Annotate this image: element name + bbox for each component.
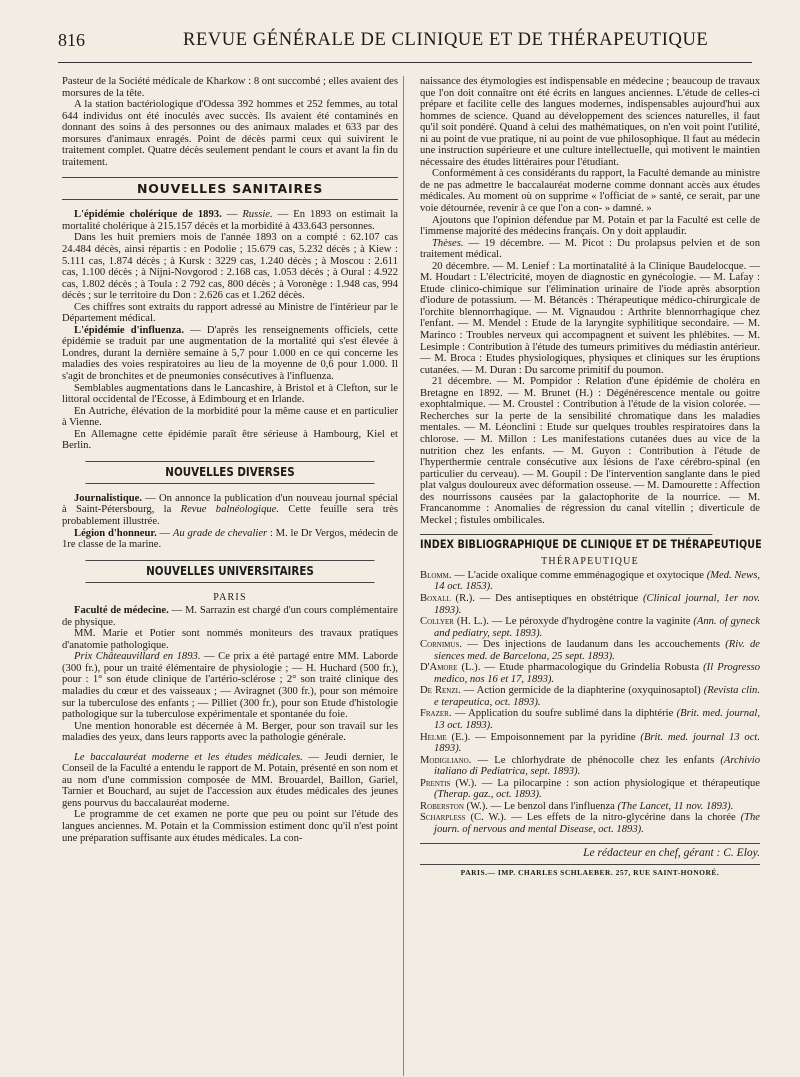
paragraph-cholera: L'épidémie cholérique de 1893. — Russie. — En 1893 on estimait la mortalité cholérique à 215.157 décès et la morbidité à 433.643 personnes. xyxy=(62,209,398,232)
theses-text: — 19 décembre. — M. Picot : Du prolapsus pelvien et de son traitement médical. xyxy=(420,237,760,261)
index-entry-title: — Empoisonnement par la pyridine xyxy=(475,731,636,743)
index-entry xyxy=(420,570,760,593)
signature-rule xyxy=(420,864,760,865)
index-entry-author: D'Amore (L.). xyxy=(420,662,481,674)
section-title-nouvelles-diverses: NOUVELLES DIVERSES xyxy=(86,461,375,484)
journalistique-lead: Journalistique. xyxy=(74,492,142,504)
prix-title: Prix Châteauvillard en 1893. xyxy=(74,651,201,663)
therapeutique-subhead: THÉRAPEUTIQUE xyxy=(541,556,639,568)
index-entry xyxy=(420,593,760,616)
paragraph-prix: Prix Châteauvillard en 1893. — Ce prix a été partagé entre MM. Laborde (300 fr.), pour un traité élémentaire de physiologie ; — H. Huchard (500 fr.), pour : 1° son étude clinique de l'artério-sclérose ; 2° son traité clinique des maladies du cœur et des vaisseaux ; — Aviragnet (300 fr.), pour son mémoire sur la tuberculose des enfants ; — Pilliet (300 fr.), pour son Etude d'histologie pathologique sur la tuberculose expérimentale et spontanée du foie. xyxy=(62,651,398,721)
index-entry-author: De Renzi. xyxy=(420,685,461,697)
faculte-text: M. Sarrazin est chargé d'un cours complémentaire de physique. xyxy=(62,605,398,628)
cholera-place: Russie. xyxy=(242,209,273,221)
index-entry-author: Frazer. xyxy=(420,708,452,720)
influenza-text: D'après les renseignements officiels, cette épidémie se traduit par une augmentation de la mortalité qui s'est élevée à Londres, durant la dernière semaine à 5,7 pour 1.000 en ce qui concerne les maladies des voies respiratoires au lieu de la moyenne de 0,6 pour 1.000. Il s'agit de bronchites et de pneumonies consécutives à l'influenza. xyxy=(62,324,399,383)
index-entry-source: (Revista clin. e terapeutica, oct. 1893). xyxy=(434,685,760,708)
index-entry-author: Modigliano. xyxy=(420,754,472,766)
index-entry-title: — Le chlorhydrate de phénocolle chez les enfants xyxy=(477,754,715,766)
index-entry-source: (The journ. of nervous and mental Disease, oct. 1893). xyxy=(434,812,760,835)
index-entry-author: Blomm. xyxy=(420,569,452,581)
paragraph-faculte: Faculté de médecine. — M. Sarrazin est chargé d'un cours complémentaire de physique. xyxy=(62,605,398,628)
journalistique-text-a: On annonce la publication d'un nouveau journal spécial à Saint-Pétersbourg, la xyxy=(62,492,398,516)
paragraph-conformement: Conformément à ces considérants du rapport, la Faculté demande au ministre de ne pas admettre le baccalauréat moderne comme donnant accès aux études médicales. Au moment où on supprime « l'officiat de » santé, ce serait, par une voie détournée, revenir à ce que l'on a con- » damné. » xyxy=(420,168,760,215)
right-column xyxy=(420,76,760,879)
index-entry-source: (Riv. de siences med. de Barcelona, 25 sept. 1893). xyxy=(434,639,761,662)
index-entry-title: — Les effets de la nitro-glycérine dans la chorée xyxy=(511,812,736,824)
paragraph-mention: Une mention honorable est décernée à M. Berger, pour son travail sur les maladies des yeux, dans leurs rapports avec la pathologie générale. xyxy=(62,720,398,744)
section-title-nouvelles-universitaires: NOUVELLES UNIVERSITAIRES xyxy=(86,560,375,583)
index-entry xyxy=(420,778,760,801)
paragraph-moniteurs: MM. Marie et Potier sont nommés moniteurs des travaux pratiques d'anatomie pathologique. xyxy=(62,628,398,651)
page-number: 816 xyxy=(58,30,85,50)
index-bibliographique-title: INDEX BIBLIOGRAPHIQUE DE CLINIQUE ET DE THÉRAPEUTIQUE xyxy=(420,534,712,554)
bacc-text: Jeudi dernier, le Conseil de la Faculté a entendu le rapport de M. Potain, présenté en son nom et au nom d'une commission composée de MM. Brouardel, Baillon, Gariel, Tarnier et Bouchard, au sujet de l'accession aux études médicales des jeunes gens pourvus du baccalauréat moderne. xyxy=(62,751,398,809)
influenza-lead: L'épidémie d'influenza. xyxy=(74,324,184,336)
paragraph-ajoutons: Ajoutons que l'opinion défendue par M. Potain et par la Faculté est celle de l'immense majorité des médecins français. On y doit applaudir. xyxy=(420,214,760,238)
signature: Le rédacteur en chef, gérant : C. Eloy. xyxy=(420,843,760,860)
index-entry xyxy=(420,708,760,731)
paragraph-lancashire: Semblables augmentations dans le Lancashire, à Bristol et à Clefton, sur le littoral occidental de l'Ecosse, à Edimbourg et en Irlande. xyxy=(62,382,398,406)
index-entry xyxy=(420,662,760,685)
column-divider xyxy=(403,76,404,1076)
legion-grade: Au grade de chevalier xyxy=(172,527,268,539)
paragraph-allemagne: En Allemagne cette épidémie paraît être sérieuse à Hambourg, Kiel et Berlin. xyxy=(62,428,398,452)
index-entry-title: — Etude pharmacologique du Grindelia Robusta xyxy=(484,662,700,674)
index-entry-source: (Med. News, 14 oct. 1853). xyxy=(434,569,760,593)
index-entry-source: (Brit. med. journal, 13 oct. 1893). xyxy=(434,708,760,731)
paragraph-programme: Le programme de cet examen ne porte que peu ou point sur l'étude des langues anciennes. M. Potain et la Commission estiment donc qu'il n'est point une préparation suffisante aux études médicales. La con- xyxy=(62,809,398,844)
index-entry-title: — L'acide oxalique comme emménagogique et oxytocique xyxy=(454,569,704,581)
index-entry xyxy=(420,732,760,755)
index-entry-title: — La pilocarpine : son action physiologique et thérapeutique xyxy=(481,777,760,789)
journalistique-text-b: Cette feuille sera très probablement illustrée. xyxy=(62,504,398,527)
theses-lead: Thèses. xyxy=(432,237,464,249)
index-entry-author: Cornimus. xyxy=(420,639,462,651)
index-entry xyxy=(420,801,760,813)
journalistique-revue: Revue balnéologique. xyxy=(180,504,280,516)
paragraph-journalistique: Journalistique. — On annonce la publication d'un nouveau journal spécial à Saint-Pétersbourg, la Revue balnéologique. Cette feuille sera très probablement illustrée. xyxy=(62,492,398,527)
page-header xyxy=(58,26,752,62)
paragraph-theses xyxy=(420,238,760,261)
cholera-lead: L'épidémie cholérique de 1893. xyxy=(74,209,222,221)
legion-lead: Légion d'honneur. xyxy=(74,527,157,539)
index-entry-source: (Therap. gaz., oct. 1893). xyxy=(434,789,542,801)
index-entry-title: — Des antiseptiques en obstétrique xyxy=(479,592,639,604)
index-entry-author: Helme (E.). xyxy=(420,731,471,743)
paragraph-rapport: Ces chiffres sont extraits du rapport adressé au Ministre de l'intérieur par le Département médical. xyxy=(62,301,398,325)
index-entry-source: (The Lancet, 11 nov. 1893). xyxy=(617,800,734,812)
index-entry-source: (Archivio italiano di Pediatrica, sept. 1893). xyxy=(434,754,760,778)
index-entry-title: — Action germicide de la diaphterine (oxyquinosaptol) xyxy=(463,685,701,697)
paragraph-legion: Légion d'honneur. — Au grade de chevalier : M. le Dr Vergos, médecin de 1re classe de la marine. xyxy=(62,527,399,551)
index-entry-source: (Clinical journal, 1er nov. 1893). xyxy=(434,592,761,616)
index-list xyxy=(420,570,760,836)
index-entry xyxy=(420,755,760,778)
paragraph-21-decembre: 21 décembre. — M. Pompidor : Relation d'une épidémie de choléra en Bretagne en 1892. — M. Brunet (H.) : Dégénérescence mentale ou goitre exophtalmique. — M. Croustel : Contribution à l'étude de la vision colorée. — Recherches sur la perte de la sensibilité chromatique dans les maladies mentales. — M. Léonclini : Etude sur quelques troubles respiratoires dans la chlorose. — M. Millon : Les manifestations cutanées dues au vice de la nutrition chez les enfants. — M. Guyon : Contribution à l'étude de l'hyperthermie centrale consécutive aux lésions de l'axe cérébro-spinal (en particulier du cerveau). — M. Goupil : De l'intervention sanglante dans le pied plat valgus douloureux avec déformation osseuse. — M. Damourette : Affection des nourrissons causées par la galactophorite de la nourrice. — M. Francanomme : Anomalies de régression du canal vitellin ; diverticule de Meckel ; fistules ombilicales. xyxy=(420,376,760,526)
running-title: REVUE GÉNÉRALE DE CLINIQUE ET DE THÉRAPEUTIQUE xyxy=(183,30,709,50)
paragraph-20-decembre: 20 décembre. — M. Lenief : La mortinatalité à la Clinique Baudelocque. — M. Houdart : L'électricité, moyen de diagnostic en gynécologie. — M. Lafay : Etude clinico-chimique sur l'élimination urinaire de l'iode après absorption d'iodure de potassium. — M. Bétancès : Thérapeutique médico-chirurgicale de l'orchite blennorrhagique. — M. Vignaudou : Arthrite blennorrhagique chez l'enfant. — M. Mendel : Etude de la laryngite syphilitique secondaire. — M. Marinco : Troubles nerveux qui accompagnent et suivent les phlébites. — M. Lesimple : Contribution à l'étude des tumeurs primitives du médiastin antérieur. — M. Broca : Etudes physiologiques, physiques et cliniques sur les éruptions cutanées. — M. Duran : Du sarcome primitif du poumon. xyxy=(420,260,760,376)
imprint: PARIS.— IMP. CHARLES SCHLAEBER. 257, RUE SAINT-HONORÉ. xyxy=(460,868,720,877)
left-column xyxy=(62,76,398,844)
paragraph-naissance: naissance des étymologies est indispensable en médecine ; beaucoup de travaux que l'on doit connaître ont été écrits en langues anciennes. L'étude de celles-ci prépare et facilite celle des langues modernes, indispensables aujourd'hui aux hommes de science. Quand au développement des sciences naturelles, il faut qu'il soit pondéré. Quand à celui des mathématiques, on n'en voit point l'utilité, ni au point de vue pratique, ni au point de vue philosophique. Il faut au médecin une instruction supérieure et une culture intellectuelle, qui motivent le maintien nécessaire des études littéraires pour l'étudiant. xyxy=(420,76,760,168)
index-entry-author: Collyer (H. L.). xyxy=(420,616,489,628)
index-entry-author: Prentis (W.). xyxy=(420,777,477,789)
paragraph-baccalaureat: Le baccalauréat moderne et les études médicales. — Jeudi dernier, le Conseil de la Faculté a entendu le rapport de M. Potain, présenté en son nom et au nom d'une commission composée de MM. Brouardel, Baillon, Gariel, Tarnier et Bouchard, au sujet de l'accession aux études médicales des jeunes gens pourvus du baccalauréat moderne. xyxy=(62,751,398,809)
index-entry-author: Boxall (R.). xyxy=(420,592,475,604)
index-entry-source: (Ann. of gyneck and pediatry, sept. 1893). xyxy=(434,616,760,639)
index-entry xyxy=(420,812,760,835)
paragraph-influenza: L'épidémie d'influenza. — D'après les renseignements officiels, cette épidémie se traduit par une augmentation de la mortalité qui s'est élevée à Londres, durant la dernière semaine à 5,7 pour 1.000 en ce qui concerne les maladies des voies respiratoires au lieu de la moyenne de 0,6 pour 1.000. Il s'agit de bronchites et de pneumonies consécutives à l'influenza. xyxy=(62,324,399,383)
index-entry-title: — Le benzol dans l'influenza xyxy=(490,800,615,812)
paragraph-odessa: A la station bactériologique d'Odessa 392 hommes et 252 femmes, au total 644 individus ont été inoculés avec succès. Ils avaient été contaminés en donnant des soins à des personnes ou des animaux malades et 633 par des morsures d'animaux enragés. Point de décès parmi ceux qui suivirent le traitement complet. Quatre décès seulement pendant le cours et avant la fin du traitement. xyxy=(62,99,398,168)
cholera-text: En 1893 on estimait la mortalité cholérique à 215.157 décès et la morbidité à 433.643 personnes. xyxy=(62,209,398,232)
index-entry-author: Scharpless (C. W.). xyxy=(420,812,507,824)
index-entry-source: (Brit. med. journal 13 oct. 1893). xyxy=(434,731,760,755)
index-entry-title: — Le péroxyde d'hydrogène contre la vaginite xyxy=(491,616,691,628)
paris-subhead: PARIS xyxy=(213,591,247,603)
section-title-nouvelles-sanitaires: NOUVELLES SANITAIRES xyxy=(62,177,398,200)
index-entry xyxy=(420,616,760,639)
faculte-lead: Faculté de médecine. xyxy=(74,605,169,617)
bacc-title: Le baccalauréat moderne et les études médicales. xyxy=(74,751,303,763)
header-rule xyxy=(58,62,752,63)
paragraph-months: Dans les huit premiers mois de l'année 1893 on a compté : 62.107 cas 24.484 décès, ainsi répartis : en Podolie ; 15.679 cas, 5.232 décès ; à Kiew : 5.111 cas, 1.874 décès ; à Kursk : 3229 cas, 1.240 décès ; à Moscou : 2.611 cas, 1.100 décès ; à Nijni-Novgorod : 2.168 cas, 1.053 décès ; à Oural : 4.922 cas, 1.802 décès ; à Toula : 2 792 cas, 800 décès ; à Voronège : 1.948 cas, 994 décès ; sur le territoire du Don : 2.626 cas et 1.262 décès. xyxy=(62,232,398,302)
prix-text: Ce prix a été partagé entre MM. Laborde (300 fr.), pour un traité élémentaire de physiologie ; — H. Huchard (500 fr.), pour : 1° son étude clinique de l'artério-sclérose ; 2° son traité clinique des maladies du cœur et des vaisseaux ; — Aviragnet (300 fr.), pour son mémoire sur la tuberculose des enfants ; — Pilliet (300 fr.), pour son Etude d'histologie pathologique sur la tuberculose expérimentale et spontanée du foie. xyxy=(62,651,398,721)
index-entry xyxy=(420,639,760,662)
index-entry-title: — Des injections de laudanum dans les accouchements xyxy=(467,639,720,651)
paragraph-kharkow: Pasteur de la Société médicale de Kharkow : 8 ont succombé ; elles avaient des morsures de la tête. xyxy=(62,76,398,99)
index-entry-author: Roberston (W.). xyxy=(420,800,488,812)
index-entry-source: (Il Progresso medico, nos 16 et 17, 1893). xyxy=(434,662,760,685)
paragraph-autriche: En Autriche, élévation de la morbidité pour la même cause et en particulier à Vienne. xyxy=(62,405,398,429)
legion-text: : M. le Dr Vergos, médecin de 1re classe de la marine. xyxy=(62,527,399,551)
index-entry xyxy=(420,685,760,708)
index-entry-title: — Application du soufre sublimé dans la diphtérie xyxy=(454,708,674,720)
